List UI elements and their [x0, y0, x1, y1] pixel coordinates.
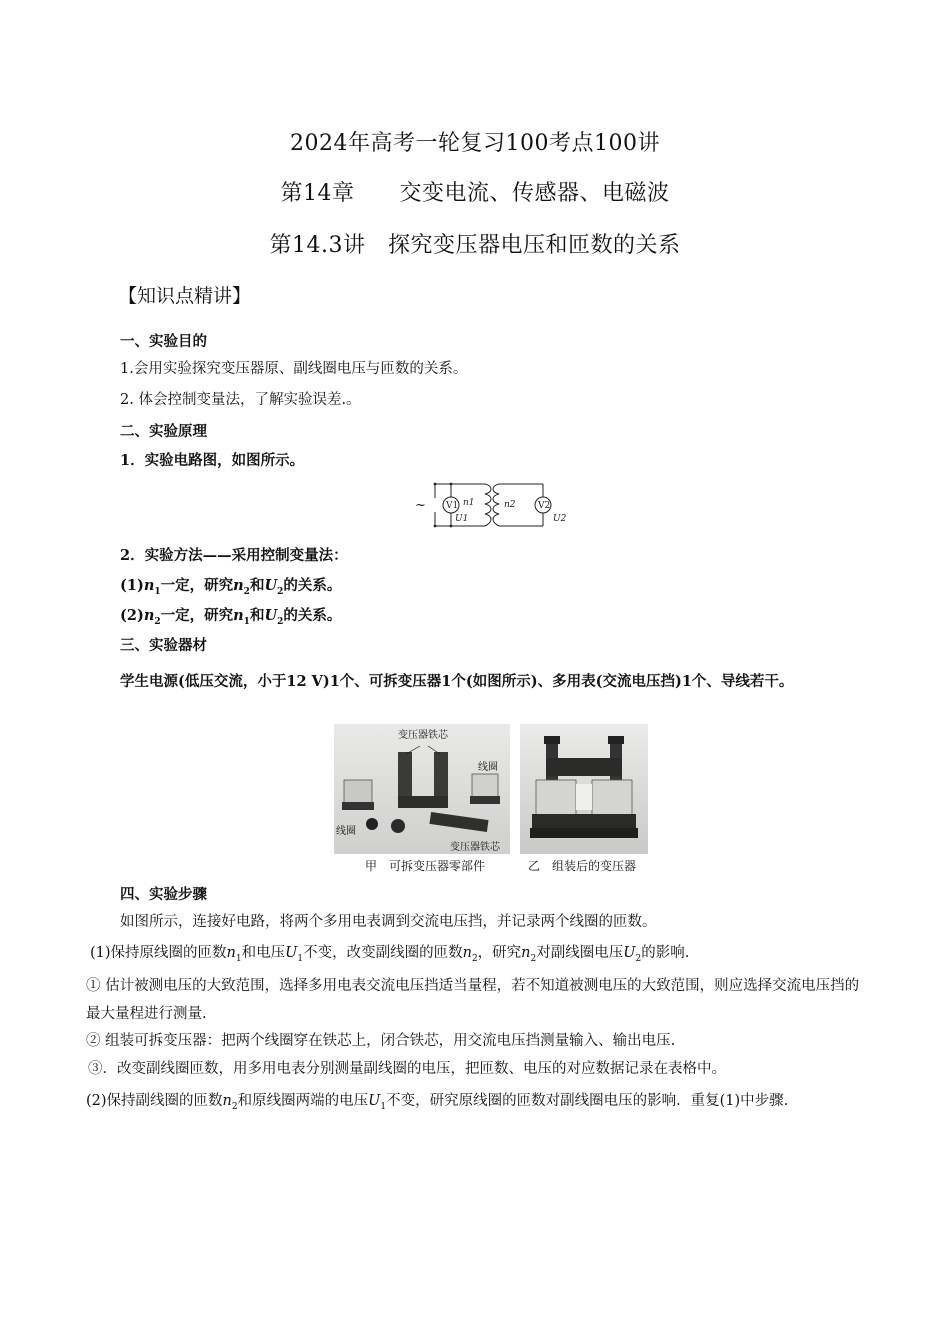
caption-parts: 甲 可拆变压器零部件 — [365, 859, 486, 873]
tag-coil-left: 线圈 — [336, 826, 356, 837]
transformer-parts-illustration — [334, 724, 510, 854]
principle-item-1: 1．实验电路图，如图所示。 — [120, 452, 305, 469]
assembled-transformer-illustration — [520, 724, 648, 854]
step-1-substep-3: ③．改变副线圈匝数，用多用电表分别测量副线圈的电压，把匝数、电压的对应数据记录在表格中。 — [88, 1061, 726, 1077]
photo-assembled-transformer — [520, 724, 648, 854]
principle-item-2: 2．实验方法——采用控制变量法： — [120, 547, 348, 564]
heading-steps: 四、实验步骤 — [120, 886, 207, 903]
section-knowledge-heading: 【知识点精讲】 — [118, 285, 252, 307]
label-u1: U1 — [455, 514, 469, 524]
doc-title-chapter: 第14章 交变电流、传感器、电磁波 — [280, 181, 670, 206]
step-1-substep-2: ② 组装可拆变压器：把两个线圈穿在铁芯上，闭合铁芯，用交流电压挡测量输入、输出电压. — [86, 1033, 676, 1049]
step-1: (1)保持原线圈的匝数$n_1$和电压$U_1$不变，改变副线圈的匝数$n_2$，研究$n_2$对副线圈电压$U_2$的影响. — [90, 945, 690, 964]
step-2: (2)保持副线圈的匝数$n_2$和原线圈两端的电压$U_1$不变，研究原线圈的匝数对副线圈电压的影响．重复(1)中步骤. — [86, 1093, 789, 1112]
method-line-2: $(2)n_2$一定，研究$n_1$和$U_2$的关系。 — [120, 607, 342, 627]
tag-coil-right: 线圈 — [478, 762, 498, 773]
equipment-text: 学生电源(低压交流，小于12 V)1个、可拆变压器1个(如图所示)、多用表(交流电压挡)1个、导线若干。 — [120, 673, 794, 690]
primary-coil — [485, 484, 491, 526]
step-1-substep-1: ① 估计被测电压的大致范围，选择多用电表交流电压挡适当量程，若不知道被测电压的大致范围，则应选择交流电压挡的最大量程进行测量. — [86, 978, 860, 1022]
label-v2: V2 — [538, 501, 551, 511]
ac-source-symbol: ~ — [415, 498, 426, 513]
label-n2: n2 — [504, 500, 516, 510]
heading-principle: 二、实验原理 — [120, 423, 207, 440]
circuit-diagram — [413, 476, 573, 534]
purpose-item-1: 1.会用实验探究变压器原、副线圈电压与匝数的关系。 — [120, 361, 468, 377]
purpose-item-2: 2. 体会控制变量法，了解实验误差.。 — [120, 392, 361, 408]
photo-transformer-parts — [334, 724, 510, 854]
steps-intro: 如图所示，连接好电路，将两个多用电表调到交流电压挡，并记录两个线圈的匝数。 — [120, 914, 657, 930]
tag-core-bottom: 变压器铁芯 — [450, 842, 500, 853]
secondary-coil — [493, 484, 499, 526]
label-u2: U2 — [553, 514, 567, 524]
label-v1: V1 — [446, 501, 459, 511]
heading-equipment: 三、实验器材 — [120, 637, 207, 654]
label-n1: n1 — [463, 498, 475, 508]
doc-title-lecture: 第14.3讲 探究变压器电压和匝数的关系 — [269, 233, 681, 258]
heading-purpose: 一、实验目的 — [120, 333, 207, 350]
tag-core-top: 变压器铁芯 — [398, 730, 448, 741]
doc-title-series: 2024年高考一轮复习100考点100讲 — [290, 131, 660, 156]
caption-assembled: 乙 组装后的变压器 — [528, 859, 637, 873]
method-line-1: $(1)n_1$一定，研究$n_2$和$U_2$的关系。 — [120, 577, 342, 597]
